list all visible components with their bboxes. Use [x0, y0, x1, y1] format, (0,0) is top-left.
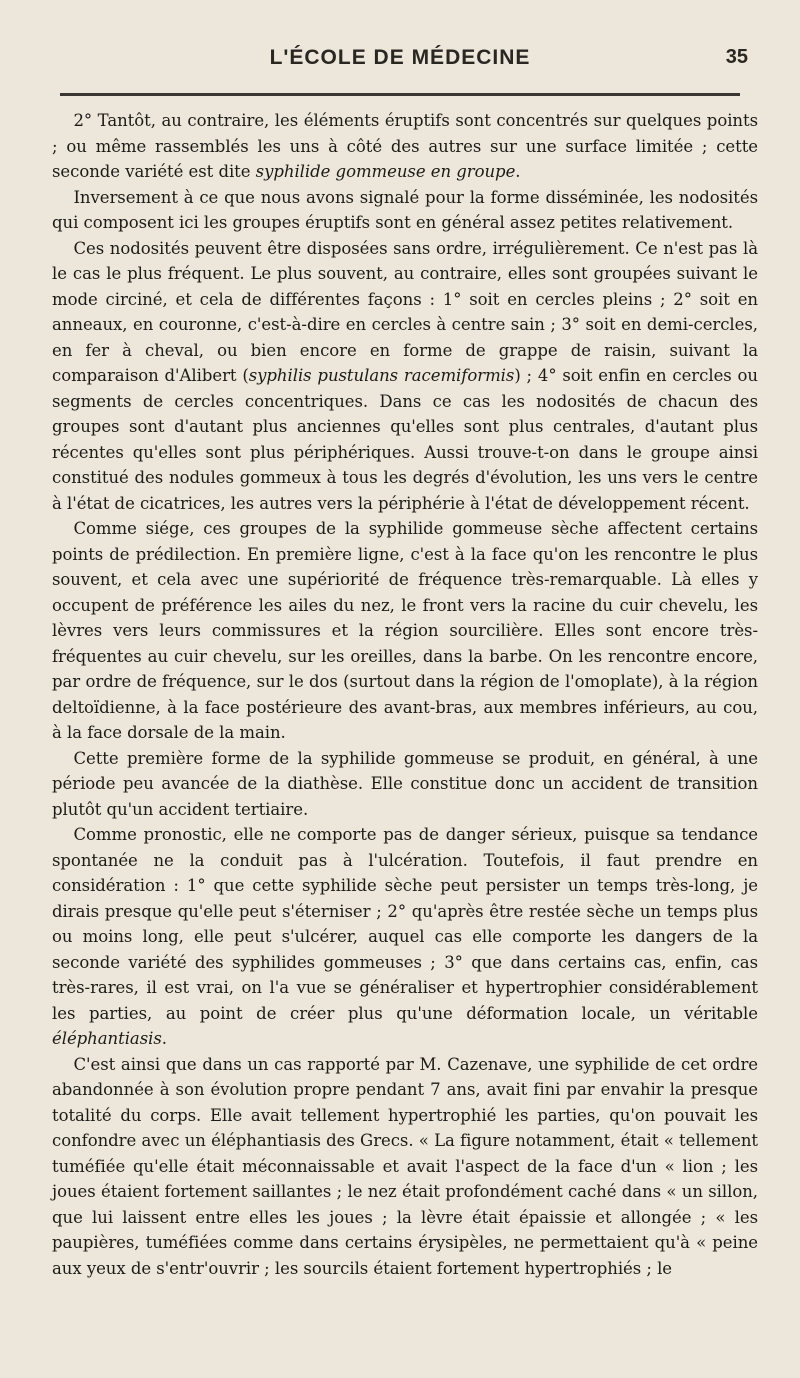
running-title: L'ÉCOLE DE MÉDECINE — [269, 46, 531, 69]
paragraph — [52, 185, 758, 236]
italic-term: syphilis pustulans racemiformis — [248, 366, 515, 385]
text-run: Cette première forme de la syphilide gommeuse se produit, en général, à une période peu avancée de la diathèse. Elle constitue donc un accident de transition plutôt qu'un accident tertiaire. — [52, 748, 758, 819]
text-run: 2° Tantôt, au contraire, les éléments éruptifs sont concentrés sur quelques points ; ou même rassemblés les uns à côté des autres sur une surface limitée ; cette seconde variété est dite — [52, 111, 758, 181]
text-run: . — [161, 1029, 167, 1048]
text-run: Ces nodosités peuvent être disposées sans ordre, irrégulièrement. Ce n'est pas là le cas le plus fréquent. Le plus souvent, au contraire, elles sont groupées suivant le mode circiné, et cela de différentes façons : 1° soit en cercles pleins ; 2° soit en anneaux, en couronne, c'est-à-dire en cercles à centre sain ; 3° soit en demi-cercles, en fer à cheval, ou bien encore en forme de grappe de raisin, suivant la comparaison d'Alibert ( — [52, 238, 758, 385]
paragraph — [52, 108, 758, 185]
paragraph — [52, 516, 758, 746]
header-rule — [60, 93, 740, 96]
paragraph — [52, 746, 758, 823]
text-run: Inversement à ce que nous avons signalé pour la forme disséminée, les nodosités qui composent ici les groupes éruptifs sont en général assez petites relativement. — [52, 187, 758, 232]
page-number: 35 — [725, 46, 748, 68]
paragraph — [52, 236, 758, 517]
text-run: Comme pronostic, elle ne comporte pas de danger sérieux, puisque sa tendance spontanée ne la conduit pas à l'ulcération. Toutefois, il faut prendre en considération : 1° que cette syphilide sèche peut persister un temps très-long, je dirais presque qu'elle peut s'éterniser ; 2° qu'après être restée sèche un temps plus ou moins long, elle peut s'ulcérer, auquel cas elle comporte les dangers de la seconde variété des syphilides gommeuses ; 3° que dans certains cas, enfin, cas très-rares, il est vrai, on l'a vue se généraliser et hypertrophier considérablement les parties, au point de créer plus qu'une déformation locale, un véritable — [52, 825, 758, 1023]
body-text — [52, 108, 758, 1281]
italic-term: éléphantiasis — [52, 1029, 162, 1048]
paragraph — [52, 1052, 758, 1282]
text-run: Comme siége, ces groupes de la syphilide gommeuse sèche affectent certains points de prédilection. En première ligne, c'est à la face qu'on les rencontre le plus souvent, et cela avec une supériorité de fréquence très-remarquable. Là elles y occupent de préférence les ailes du nez, le front vers la racine du cuir chevelu, les lèvres vers leurs commissures et la région sourcilière. Elles sont encore très-fréquentes au cuir chevelu, sur les oreilles, dans la barbe. On les rencontre encore, par ordre de fréquence, sur le dos (surtout dans la région de l'omoplate), à la région deltoïdienne, à la face postérieure des avant-bras, aux membres inférieurs, au cou, à la face dorsale de la main. — [52, 519, 758, 742]
text-run: . — [515, 162, 521, 181]
text-run: ) ; 4° soit enfin en cercles ou segments de cercles concentriques. Dans ce cas les nodosités de chacun des groupes sont d'autant plus anciennes qu'elles sont plus centrales, d'autant plus récentes qu'elles sont plus périphériques. Aussi trouve-t-on dans le groupe ainsi constitué des nodules gommeux à tous les degrés d'évolution, les uns vers le centre à l'état de cicatrices, les autres vers la périphérie à l'état de développement récent. — [52, 366, 758, 513]
running-head — [40, 36, 760, 76]
paragraph — [52, 822, 758, 1052]
italic-term: syphilide gommeuse en groupe — [255, 162, 516, 181]
text-run: C'est ainsi que dans un cas rapporté par M. Cazenave, une syphilide de cet ordre abandonnée à son évolution propre pendant 7 ans, avait fini par envahir la presque totalité du corps. Elle avait tellement hypertrophié les parties, qu'on pouvait les confondre avec un éléphantiasis des Grecs. « La figure notamment, était « tellement tuméfiée qu'elle était méconnaissable et avait l'aspect de la face d'un « lion ; les joues étaient fortement saillantes ; le nez était profondément caché dans « un sillon, que lui laissent entre elles les joues ; la lèvre était épaissie et allongée ; « les paupières, tuméfiées comme dans certains érysipèles, ne permettaient qu'à « peine aux yeux de s'entr'ouvrir ; les sourcils étaient fortement hypertrophiés ; le — [52, 1054, 758, 1278]
